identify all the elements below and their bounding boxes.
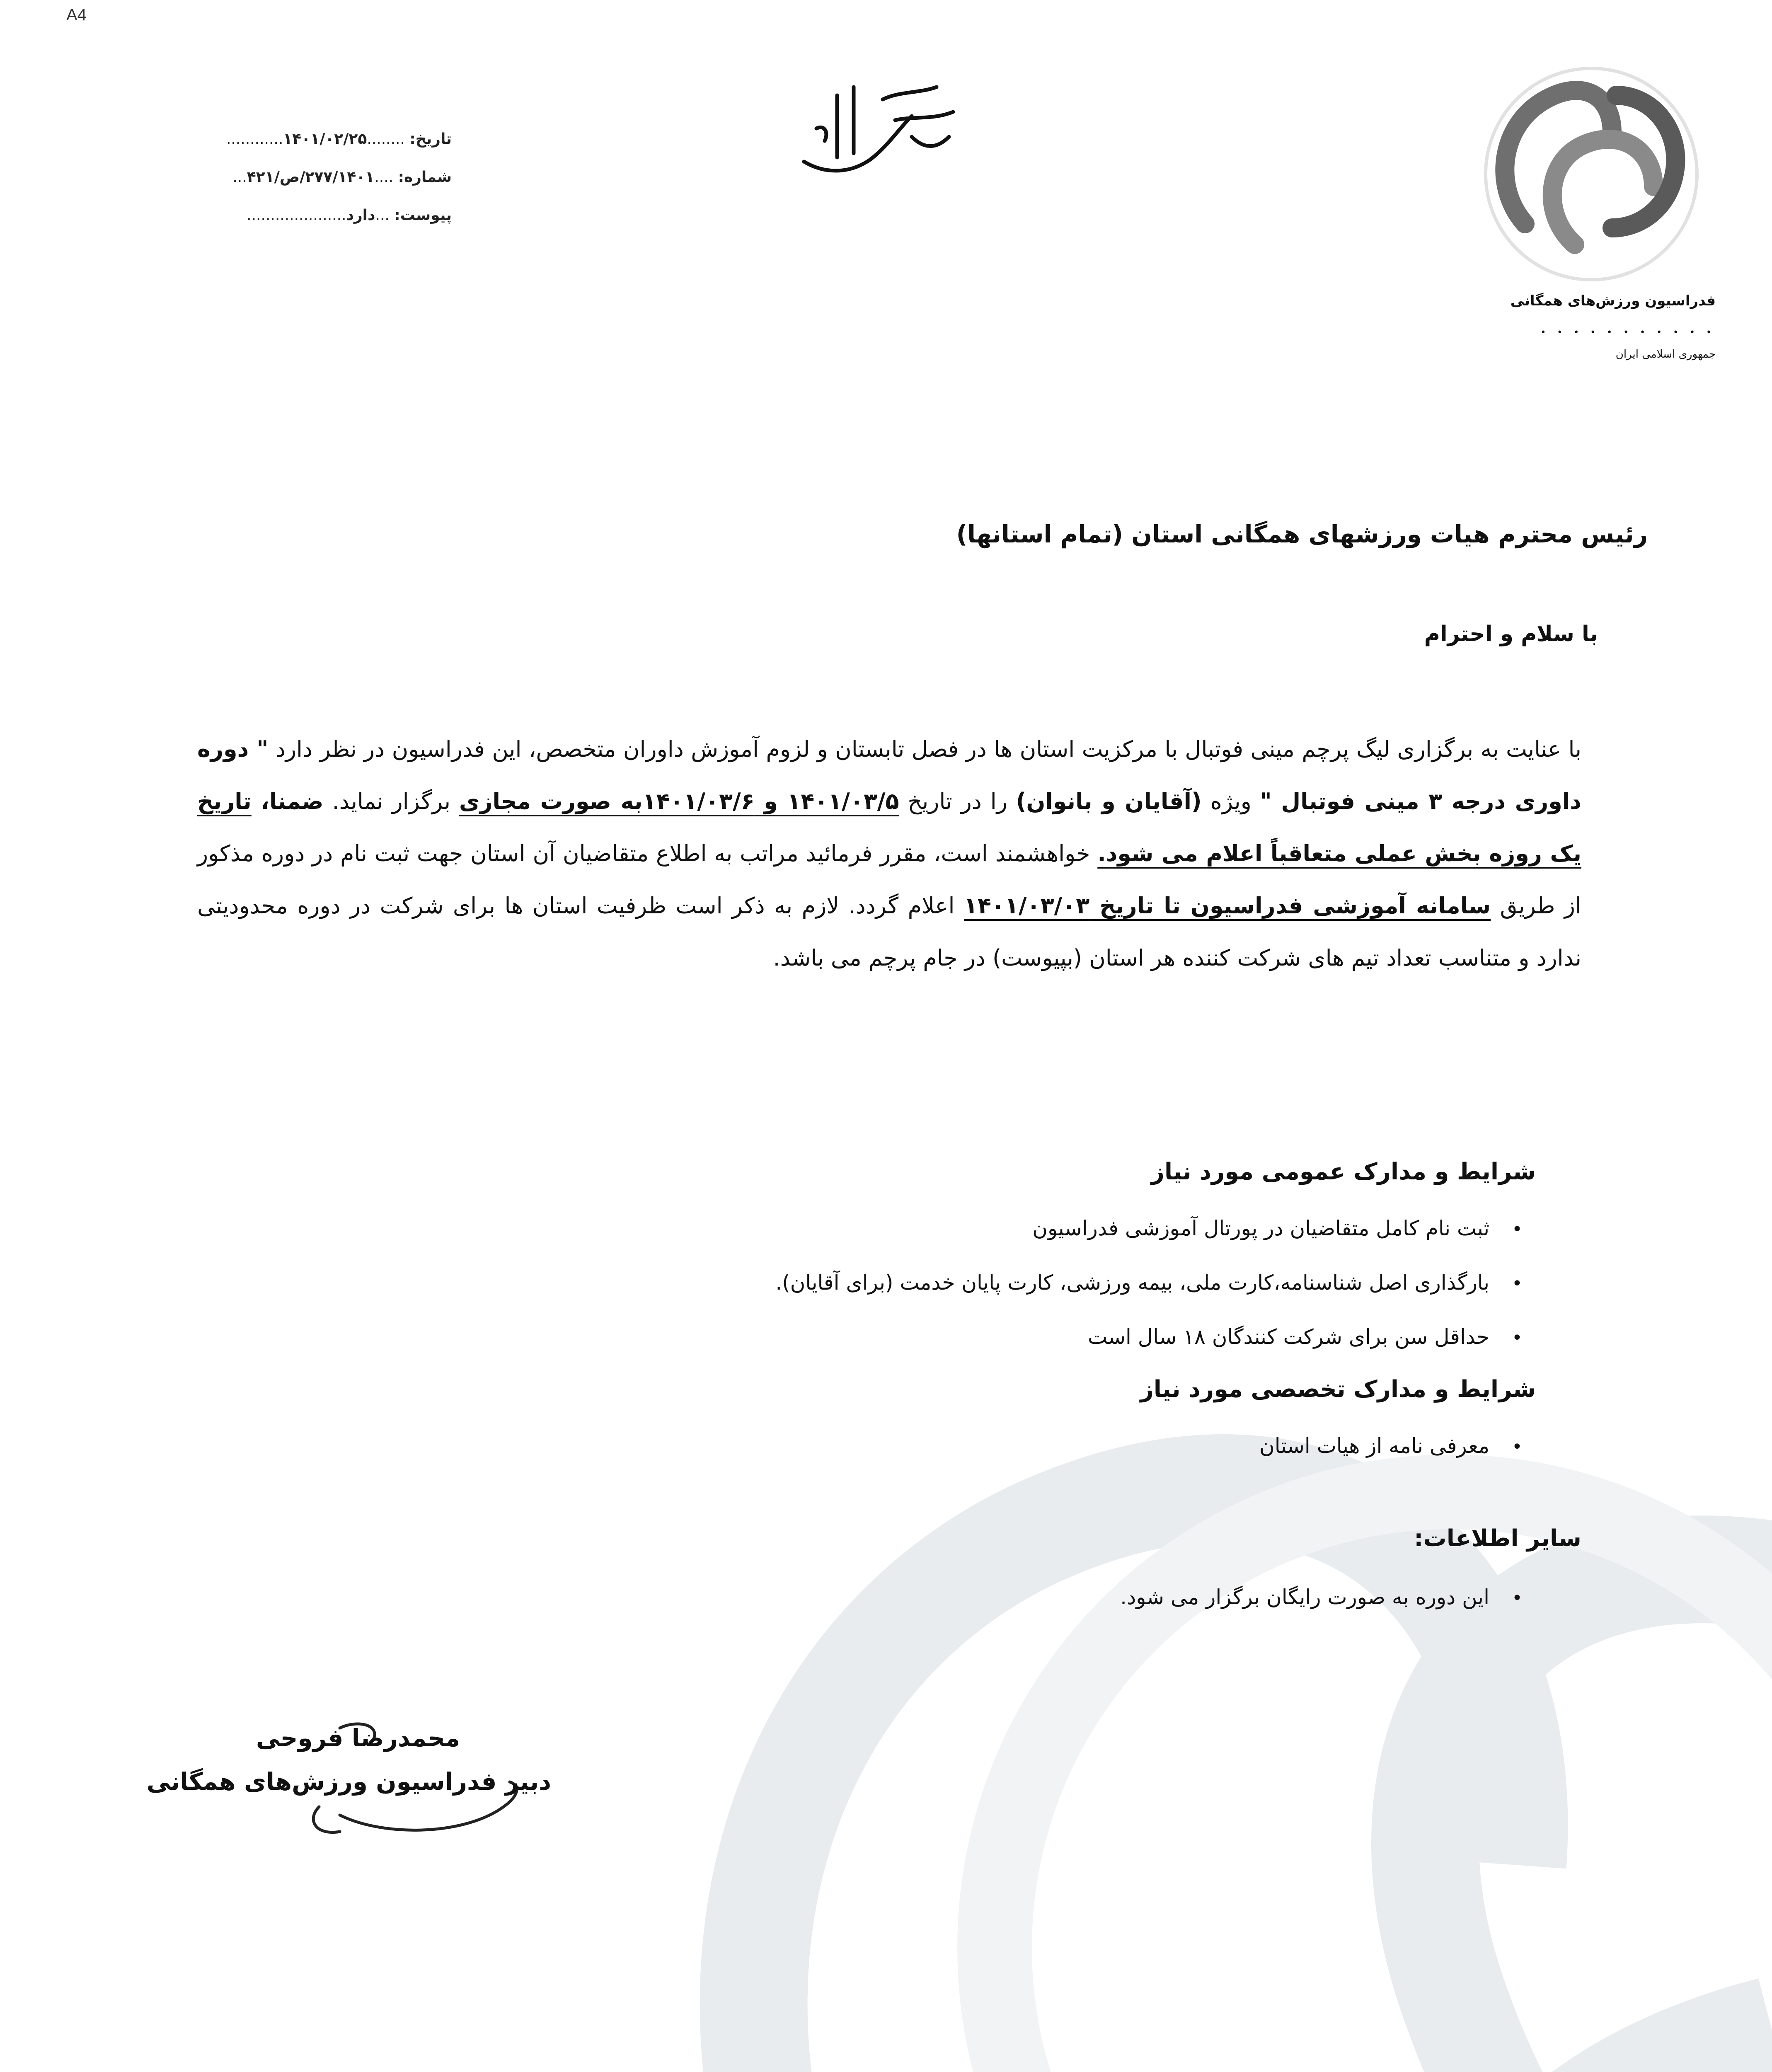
recipient-line: رئیس محترم هیات ورزشهای همگانی استان (تمام استانها) [956, 520, 1648, 548]
body-text-1b: ویژه [1201, 788, 1260, 814]
organization-dots: • • • • • • • • • • • [1540, 327, 1716, 338]
general-requirements-title: شرایط و مدارک عمومی مورد نیاز [1151, 1158, 1536, 1185]
letter-meta [137, 120, 452, 235]
greeting-line: با سلام و احترام [1424, 622, 1598, 646]
attachment-row: پیوست: ...دارد..................... [247, 207, 452, 224]
bullet-icon: • [1512, 1436, 1523, 1457]
signatory-title: دبیر فدراسیون ورزش‌های همگانی [146, 1767, 551, 1796]
list-item: •بارگذاری اصل شناسنامه،کارت ملی، بیمه ورزشی، کارت پایان خدمت (برای آقایان). [446, 1256, 1523, 1310]
body-practical-note: تاریخ یک روزه بخش عملی متعاقباً اعلام می شود. [197, 788, 1581, 867]
general-requirements-list [446, 1202, 1523, 1365]
list-item: •معرفی نامه از هیات استان [446, 1419, 1523, 1474]
number-label: شماره: [398, 169, 452, 186]
bullet-icon: • [1512, 1273, 1523, 1294]
body-text-2b: برگزار نماید. [323, 788, 459, 814]
other-info-list [446, 1571, 1523, 1625]
date-row: تاریخ: ........۱۴۰۱/۰۲/۲۵............ [226, 131, 452, 148]
list-item: •این دوره به صورت رایگان برگزار می شود. [446, 1571, 1523, 1625]
organization-country: جمهوری اسلامی ایران [1615, 348, 1716, 361]
letter-body-paragraph [197, 723, 1581, 984]
body-course-dates: ۱۴۰۱/۰۳/۵ و ۱۴۰۱/۰۳/۶به صورت مجازی [459, 788, 899, 814]
body-registration-deadline: سامانه آموزشی فدراسیون تا تاریخ ۱۴۰۱/۰۳/۰۳ [964, 893, 1491, 919]
date-label: تاریخ: [409, 131, 452, 148]
date-value: ۱۴۰۱/۰۲/۲۵ [283, 131, 367, 148]
page-size-label: A4 [66, 6, 87, 24]
number-row: شماره: ....۲۷۷/۱۴۰۱/ص/۴۲۱... [232, 169, 452, 186]
bullet-icon: • [1512, 1219, 1523, 1240]
body-text-5: اعلام گردد. لازم به ذکر است ظرفیت استان ها برای شرکت در دوره محدودیتی ندارد و متناسب تعداد تیم های شرکت کننده هر استان (بپیوست) در جام پرچم می باشد. [197, 893, 1581, 971]
list-item: •حداقل سن برای شرکت کنندگان ۱۸ سال است [446, 1310, 1523, 1365]
other-info-title: سایر اطلاعات: [1414, 1525, 1581, 1552]
number-value: ۲۷۷/۱۴۰۱/ص/۴۲۱ [247, 169, 375, 186]
federation-logo-icon [1475, 50, 1707, 282]
list-item: •ثبت نام کامل متقاضیان در پورتال آموزشی فدراسیون [446, 1202, 1523, 1256]
organization-name: فدراسیون ورزش‌های همگانی [1510, 293, 1716, 309]
bullet-icon: • [1512, 1588, 1523, 1609]
body-audience: (آقایان و بانوان) [1016, 788, 1202, 814]
specialized-requirements-list [446, 1419, 1523, 1474]
specialized-requirements-title: شرایط و مدارک تخصصی مورد نیاز [1140, 1376, 1536, 1403]
basmala-calligraphy [787, 70, 970, 195]
signatory-name: محمدرضا فروحی [256, 1724, 460, 1752]
body-text-1: با عنایت به برگزاری لیگ پرچم مینی فوتبال با مرکزیت استان ها در فصل تابستان و لزوم آموزش داوران متخصص، این فدراسیون در نظر دارد [268, 736, 1581, 762]
body-text-1d: را در تاریخ [899, 788, 1016, 814]
attachment-label: پیوست: [394, 207, 452, 224]
attachment-value: دارد [346, 207, 375, 224]
body-course-title: " دوره داوری درجه ۳ مینی فوتبال " [197, 736, 1582, 814]
body-also: ضمنا، [251, 788, 324, 814]
bullet-icon: • [1512, 1327, 1523, 1348]
body-text-3: خواهشمند است، مقرر فرمائید مراتب به اطلاع متقاضیان آن استان جهت ثبت نام در دوره مذکور از طریق [197, 840, 1582, 919]
